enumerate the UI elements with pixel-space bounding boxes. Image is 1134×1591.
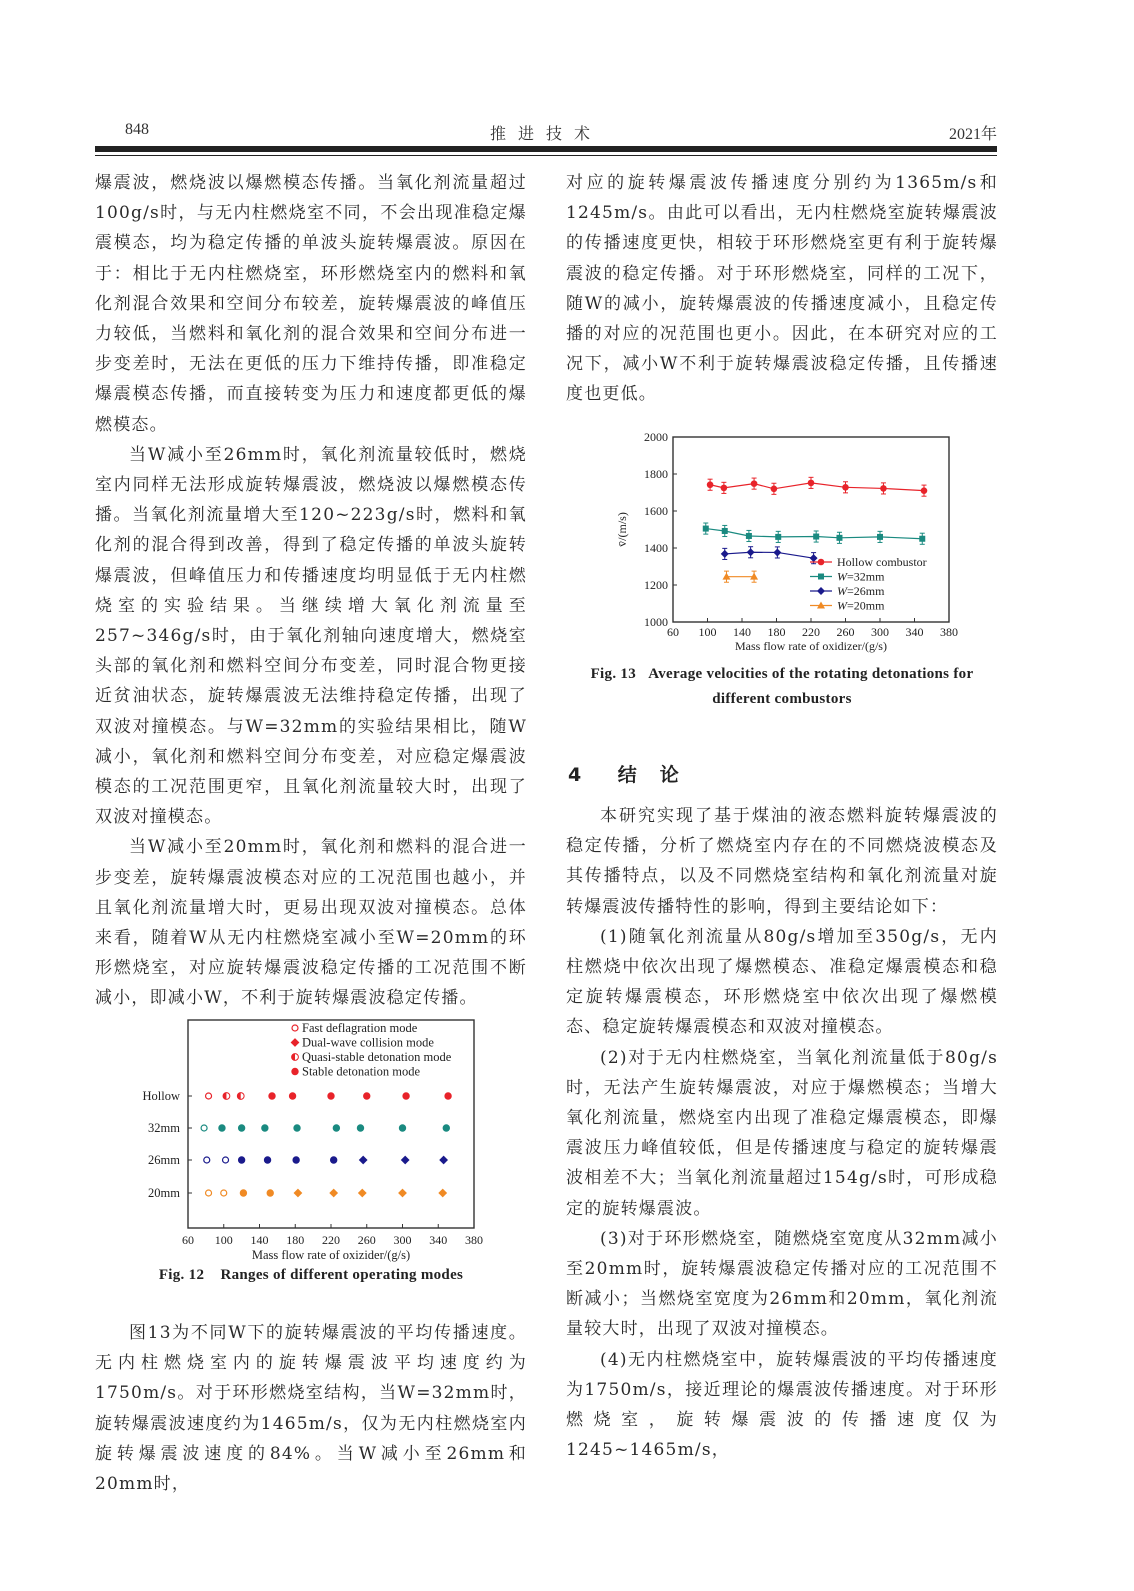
legend-label: Hollow combustor [837, 555, 927, 569]
fast-deflagration-marker [223, 1157, 229, 1163]
data-point-square [722, 528, 728, 534]
data-point-circle [921, 487, 928, 494]
series-Hollow combustor [707, 477, 928, 496]
y-category-label: 32mm [148, 1121, 180, 1135]
stable-detonation-marker [402, 1092, 409, 1099]
data-point-circle [721, 485, 728, 492]
fig12-caption [95, 1263, 527, 1288]
dual-wave-marker [329, 1189, 338, 1198]
x-tick-label: 100 [698, 625, 717, 639]
stable-detonation-marker [330, 1156, 337, 1163]
x-tick-label: 340 [905, 625, 924, 639]
data-point-square [746, 533, 752, 539]
fig13-caption-label: Fig. 13 [590, 666, 637, 682]
dual-wave-marker [438, 1189, 447, 1198]
series-32mm [201, 1124, 450, 1131]
x-tick-label: 60 [182, 1233, 194, 1247]
data-point-circle [808, 480, 815, 487]
data-point-circle [771, 486, 778, 493]
data-point-square [775, 534, 781, 540]
x-tick-label: 300 [393, 1233, 412, 1247]
series-line [710, 483, 924, 491]
data-point-diamond [773, 548, 781, 556]
dual-wave-marker [359, 1156, 368, 1165]
x-axis-label: Mass flow rate of oxidizer/(g/s) [735, 639, 887, 653]
stable-detonation-marker [240, 1189, 247, 1196]
data-point-square [877, 534, 883, 540]
y-category-label: 20mm [148, 1186, 180, 1200]
data-point-circle [707, 481, 714, 488]
x-tick-label: 60 [667, 625, 679, 639]
stable-detonation-marker [293, 1124, 300, 1131]
y-tick-label: 1600 [644, 504, 668, 518]
left-column-bottom [95, 1318, 527, 1499]
data-point-square [813, 534, 819, 540]
series-W=26mm [721, 547, 818, 564]
y-tick-label: 2000 [644, 430, 668, 444]
paragraph: 对应的旋转爆震波传播速度分别约为1365m/s和1245m/s。由此可以看出，无内柱燃烧室旋转爆震波的传播速度更快，相较于环形燃烧室更有利于旋转爆震波的稳定传播。对于环形燃烧室，同样的工况下，随W的减小，旋转爆震波的传播速度减小，且稳定传播的对应的况范围也更小。因此，在本研究对应的工况下，减小W不利于旋转爆震波稳定传播，且传播速度也更低。 [566, 173, 998, 405]
x-tick-label: 380 [940, 625, 958, 639]
paragraph: 爆震波，燃烧波以爆燃模态传播。当氧化剂流量超过100g/s时，与无内柱燃烧室不同，不会出现准稳定爆震模态，均为稳定传播的单波头旋转爆震波。原因在于：相比于无内柱燃烧室，环形燃烧室内的燃料和氧化剂混合效果和空间分布较差，旋转爆震波的峰值压力较低，当燃料和氧化剂的混合效果和空间分布进一步变差时，无法在更低的压力下维持传播，即准稳定爆震模态传播，而直接转变为压力和速度都更低的爆燃模态。 [95, 173, 527, 435]
page-number: 848 [125, 121, 149, 138]
x-tick-label: 180 [286, 1233, 305, 1247]
stable-detonation-marker [218, 1124, 225, 1131]
legend [810, 555, 927, 613]
series-line [725, 552, 814, 558]
data-point-diamond [721, 550, 729, 558]
data-point-circle [880, 485, 887, 492]
stable-detonation-marker [363, 1092, 370, 1099]
y-tick-label: 1200 [644, 578, 668, 592]
legend-label-rest: =32mm [847, 569, 885, 584]
paragraph: 当W减小至26mm时，氧化剂流量较低时，燃烧室内同样无法形成旋转爆震波，燃烧波以爆燃模态传播。当氧化剂流量增大至120~223g/s时，燃料和氧化剂的混合得到改善，得到了稳定传播的单波头旋转爆震波，但峰值压力和传播速度均明显低于无内柱燃烧室的实验结果。当继续增大氧化剂流量至257~346g/s时，由于氧化剂轴向速度增大，燃烧室头部的氧化剂和燃料空间分布变差，同时混合物更接近贫油状态，旋转爆震波无法维持稳定传播，出现了双波对撞模态。与W=32mm的实验结果相比，随W减小，氧化剂和燃料空间分布变差，对应稳定爆震波模态的工况范围更窄，且氧化剂流量较大时，出现了双波对撞模态。 [95, 444, 527, 828]
legend-label: Fast deflagration mode [302, 1021, 418, 1035]
fast-deflagration-marker [292, 1025, 298, 1031]
x-tick-label: 100 [214, 1233, 233, 1247]
series-W=32mm [703, 523, 925, 544]
x-tick-label: 140 [250, 1233, 269, 1247]
stable-detonation-marker [443, 1124, 450, 1131]
data-point-square [818, 574, 824, 580]
dual-wave-marker [439, 1156, 448, 1165]
publication-year: 2021年 [948, 126, 997, 143]
legend-label: Quasi-stable detonation mode [302, 1050, 452, 1064]
data-point-diamond [747, 548, 755, 556]
stable-detonation-marker [444, 1092, 451, 1099]
x-tick-label: 380 [465, 1233, 483, 1247]
x-tick-label: 340 [429, 1233, 448, 1247]
fast-deflagration-marker [206, 1190, 212, 1196]
dual-wave-marker [294, 1189, 303, 1198]
fast-deflagration-marker [204, 1157, 210, 1163]
data-point-diamond [817, 587, 825, 595]
stable-detonation-marker [261, 1124, 268, 1131]
stable-detonation-marker [238, 1124, 245, 1131]
legend [291, 1021, 452, 1079]
data-point-circle [751, 480, 758, 487]
series-Hollow [206, 1092, 452, 1099]
x-tick-label: 180 [767, 625, 786, 639]
x-tick-label: 260 [836, 625, 855, 639]
fast-deflagration-marker [201, 1125, 207, 1131]
stable-detonation-marker [268, 1092, 275, 1099]
section-heading [568, 760, 681, 787]
figure-12 [130, 1010, 490, 1265]
header-rule-thin [95, 155, 997, 156]
legend-label: Dual-wave collision mode [302, 1035, 434, 1050]
data-point-square [919, 536, 925, 542]
data-point-diamond [810, 554, 818, 562]
y-axis-label: v̄/(m/s) [615, 512, 629, 547]
data-point-square [836, 535, 842, 541]
right-column-bottom [566, 801, 998, 1465]
legend-label [837, 599, 885, 613]
header-rule-thick [95, 146, 997, 152]
stable-detonation-marker [357, 1124, 364, 1131]
paragraph: (2)对于无内柱燃烧室，当氧化剂流量低于80g/s时，无法产生旋转爆震波，对应于爆燃模态；当增大氧化剂流量，燃烧室内出现了准稳定爆震模态，即爆震波压力峰值较低，但是传播速度与稳定的旋转爆震波相差不大；当氧化剂流量超过154g/s时，可形成稳定的旋转爆震波。 [566, 1047, 998, 1219]
left-column-top [95, 168, 527, 1014]
legend-label: Stable detonation mode [302, 1064, 421, 1079]
y-tick-label: 1000 [644, 615, 668, 629]
data-point-circle [818, 559, 825, 566]
dual-wave-marker [398, 1189, 407, 1198]
journal-name: 推进技术 [489, 126, 602, 143]
fig13-caption-line1: Average velocities of the rotating detonations for [648, 666, 974, 682]
paragraph: (1)随氧化剂流量从80g/s增加至350g/s，无内柱燃烧中依次出现了爆燃模态、准稳定爆震模态和稳定旋转爆震模态，环形燃烧室中依次出现了爆燃模态、稳定旋转爆震模态和双波对撞模态。 [566, 926, 998, 1038]
stable-detonation-marker [399, 1124, 406, 1131]
x-tick-label: 300 [871, 625, 889, 639]
stable-detonation-marker [327, 1092, 334, 1099]
fig13-caption-line2: different combustors [712, 691, 852, 707]
legend-label-italic: W [837, 569, 847, 584]
y-tick-label: 1400 [644, 541, 668, 555]
right-column-top [566, 168, 998, 410]
paragraph: (3)对于环形燃烧室，随燃烧室宽度从32mm减小至20mm时，旋转爆震波稳定传播对应的工况范围不断减小；当燃烧室宽度为26mm和20mm，氧化剂流量较大时，出现了双波对撞模态。 [566, 1228, 998, 1340]
fig13-chart [600, 425, 960, 665]
stable-detonation-marker [238, 1156, 245, 1163]
stable-detonation-marker [264, 1156, 271, 1163]
legend-label-rest: =26mm [847, 584, 885, 598]
legend-label-italic: W [837, 584, 847, 598]
x-tick-label: 140 [733, 625, 751, 639]
fast-deflagration-marker [206, 1093, 212, 1099]
paragraph: (4)无内柱燃烧室中，旋转爆震波的平均传播速度为1750m/s，接近理论的爆震波传播速度。对于环形燃烧室，旋转爆震波的传播速度仅为1245~1465m/s， [566, 1349, 998, 1461]
paragraph: 当W减小至20mm时，氧化剂和燃料的混合进一步变差，旋转爆震波模态对应的工况范围也越小，并且氧化剂流量增大时，更易出现双波对撞模态。总体来看，随着W从无内柱燃烧室减小至W=20mm的环形燃烧室，对应旋转爆震波稳定传播的工况范围不断减小，即减小W，不利于旋转爆震波稳定传播。 [95, 837, 527, 1009]
series-20mm [206, 1189, 448, 1198]
legend-label-rest: =20mm [847, 598, 885, 613]
running-header [95, 118, 997, 144]
dual-wave-marker [291, 1038, 300, 1047]
y-tick-label: 1800 [644, 467, 668, 481]
stable-detonation-marker [289, 1092, 296, 1099]
x-axis-label: Mass flow rate of oxizider/(g/s) [251, 1248, 411, 1262]
legend-label-italic: W [837, 598, 847, 613]
y-category-label: Hollow [142, 1089, 180, 1103]
data-point-square [703, 526, 709, 532]
y-category-label: 26mm [148, 1153, 180, 1167]
figure-13 [600, 425, 960, 665]
stable-detonation-marker [291, 1068, 298, 1075]
section-number: 4 [568, 764, 584, 786]
fig12-caption-text: Ranges of different operating modes [220, 1267, 464, 1283]
x-tick-label: 220 [802, 625, 820, 639]
paragraph: 本研究实现了基于煤油的液态燃料旋转爆震波的稳定传播，分析了燃烧室内存在的不同燃烧波模态及其传播特点，以及不同燃烧室结构和氧化剂流量对旋转爆震波传播特性的影响，得到主要结论如下： [566, 806, 998, 917]
fig12-chart [130, 1010, 490, 1265]
stable-detonation-marker [267, 1189, 274, 1196]
legend-label [837, 584, 885, 598]
series-W=20mm [722, 571, 758, 582]
fig13-caption [566, 662, 998, 712]
legend-label [837, 570, 885, 584]
fig12-caption-label: Fig. 12 [158, 1267, 205, 1283]
section-title: 结 论 [617, 764, 681, 786]
x-tick-label: 220 [322, 1233, 340, 1247]
x-tick-label: 260 [357, 1233, 376, 1247]
stable-detonation-marker [333, 1124, 340, 1131]
fast-deflagration-marker [221, 1190, 227, 1196]
data-point-circle [842, 484, 849, 491]
stable-detonation-marker [292, 1156, 299, 1163]
dual-wave-marker [358, 1189, 367, 1198]
dual-wave-marker [401, 1156, 410, 1165]
series-26mm [204, 1156, 448, 1165]
paragraph: 图13为不同W下的旋转爆震波的平均传播速度。无内柱燃烧室内的旋转爆震波平均速度约为1750m/s。对于环形燃烧室结构，当W=32mm时，旋转爆震波速度约为1465m/s，仅为无内柱燃烧室内旋转爆震波速度的84%。当W减小至26mm和20mm时， [95, 1323, 527, 1495]
